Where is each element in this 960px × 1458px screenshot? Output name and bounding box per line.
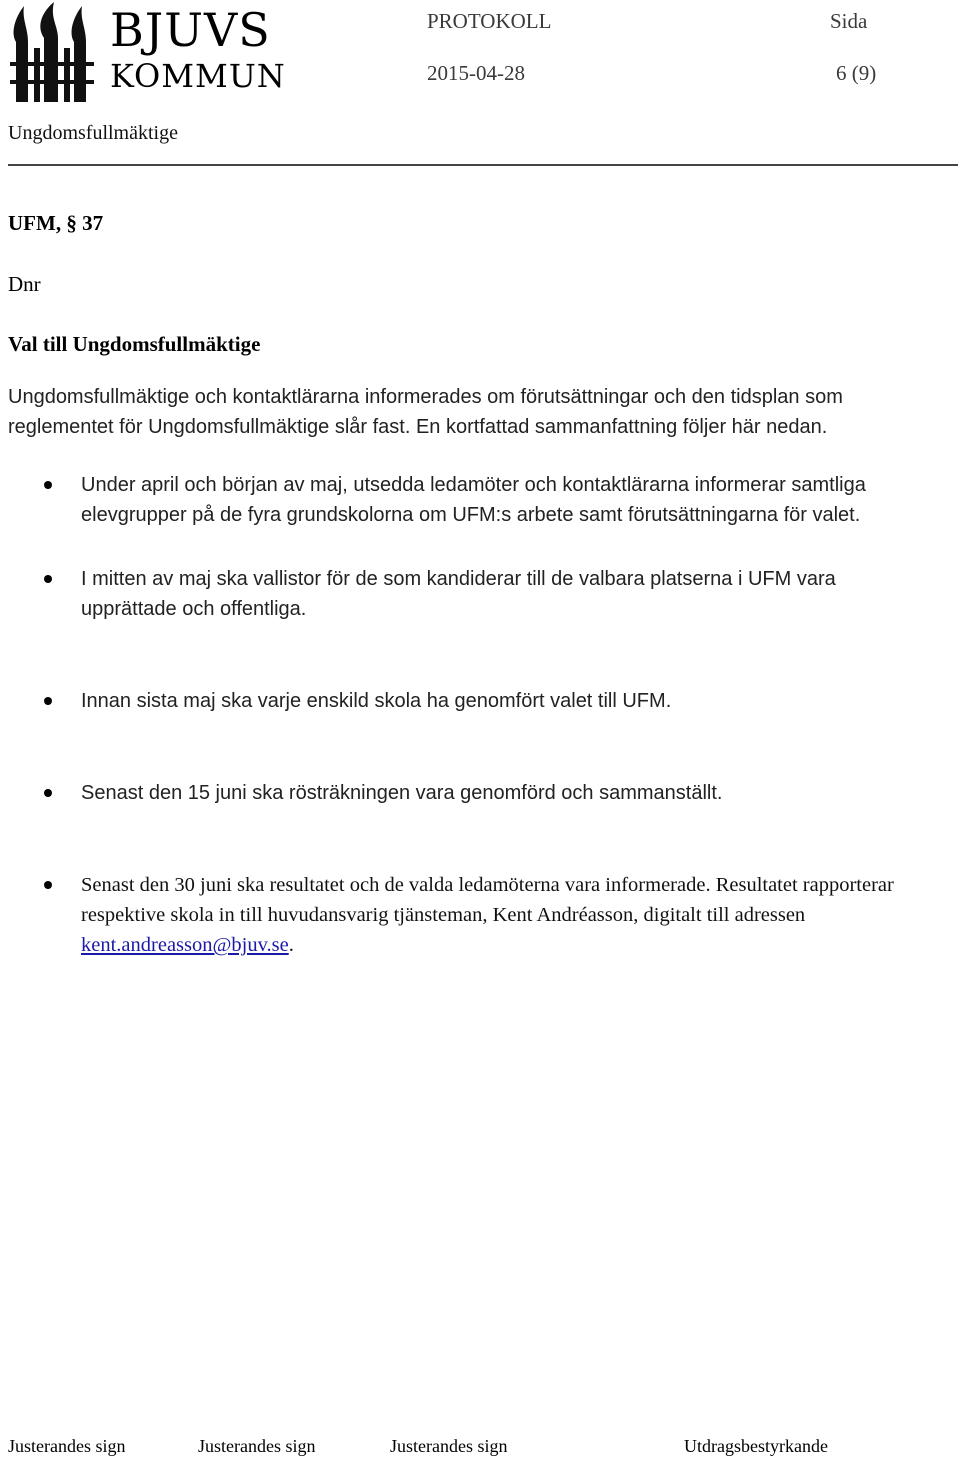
section-id: UFM, § 37 xyxy=(8,211,104,235)
bullet-icon xyxy=(44,481,52,489)
document-date: 2015-04-28 xyxy=(427,61,525,85)
page-label: Sida xyxy=(830,9,868,33)
bullet-icon xyxy=(44,697,52,705)
signature-label-3: Justerandes sign xyxy=(390,1436,508,1456)
list-item-suffix: . xyxy=(288,934,294,956)
section-heading: Val till Ungdomsfullmäktige xyxy=(8,332,261,356)
signature-label-1: Justerandes sign xyxy=(8,1436,126,1456)
bullet-icon xyxy=(44,881,52,889)
list-item-text: I mitten av maj ska vallistor för de som kandiderar till de valbara platserna i UFM vara upprättade och offentliga. xyxy=(81,568,836,620)
organization-name: Ungdomsfullmäktige xyxy=(8,122,178,144)
list-item-text xyxy=(81,870,921,960)
intro-paragraph: Ungdomsfullmäktige och kontaktlärarna informerades om förutsättningar och den tidsplan som reglementet för Ungdomsfullmäktige slår fast. En kortfattad sammanfattning följer här nedan. xyxy=(8,386,843,438)
list-item-text: Under april och början av maj, utsedda ledamöter och kontaktlärarna informerar samtliga elevgrupper på de fyra grundskolorna om UFM:s arbete samt förutsättningarna för valet. xyxy=(81,474,866,526)
bullet-icon xyxy=(44,789,52,797)
signature-label-2: Justerandes sign xyxy=(198,1436,316,1456)
registration-number-label: Dnr xyxy=(8,272,41,296)
extract-certification-label: Utdragsbestyrkande xyxy=(684,1436,828,1456)
document-type: PROTOKOLL xyxy=(427,9,552,33)
email-link[interactable]: kent.andreasson@bjuv.se xyxy=(81,934,289,956)
bullet-icon xyxy=(44,575,52,583)
list-item-body: Senast den 30 juni ska resultatet och de valda ledamöterna vara informerade. Resultatet rapporterar respektive skola in till huvudansvarig tjänsteman, Kent Andréasson, digitalt till adressen xyxy=(81,874,894,926)
list-item-text: Senast den 15 juni ska rösträkningen vara genomförd och sammanställt. xyxy=(81,782,723,804)
municipality-emblem-icon xyxy=(6,2,102,104)
logo-subtitle: KOMMUN xyxy=(110,57,286,95)
page-number: 6 (9) xyxy=(836,61,877,85)
header-divider xyxy=(8,164,958,166)
list-item-text: Innan sista maj ska varje enskild skola ha genomfört valet till UFM. xyxy=(81,690,672,712)
logo-wordmark: BJUVS xyxy=(110,3,271,57)
